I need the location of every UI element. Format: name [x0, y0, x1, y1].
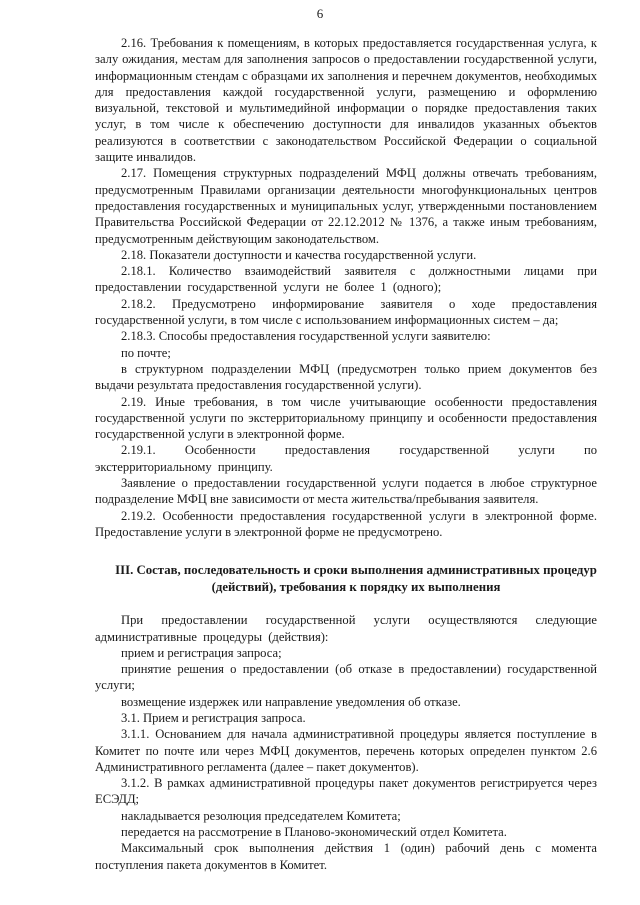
paragraph-mfc-division: в структурном подразделении МФЦ (предусмотрен только прием документов без выдачи результата предоставления государственной услуги). [95, 361, 597, 393]
paragraph-transfer: передается на рассмотрение в Планово-экономический отдел Комитета. [121, 825, 507, 840]
paragraph-2-16: 2.16. Требования к помещениям, в которых предоставляется государственная услуга, к залу ожидания, местам для заполнения запросов о предоставлении государственной услуги, информационным стендам с образцами их заполнения и перечнем документов, необходимых для предоставления каждой государственной услуги, размещению и оформлению визуальной, текстовой и мультимедийной информации о порядке предоставления таких услуг, в том числе к обеспечению доступности для инвалидов указанных объектов реализуются в соответствии с законодательством Российской Федерации о социальной защите инвалидов. [95, 36, 597, 165]
paragraph-extraterritorial-statement: Заявление о предоставлении государственной услуги подается в любое структурное подразделение МФЦ вне зависимости от места жительства/пребывания заявителя. [95, 476, 597, 507]
page-number: 6 [316, 6, 324, 21]
section-heading: III. Состав, последовательность и сроки выполнения административных процедур (действий), требования к порядку их выполнения [115, 563, 597, 595]
paragraph-procedure-3: возмещение издержек или направление уведомления об отказе. [121, 694, 461, 709]
paragraph-2-18-3: 2.18.3. Способы предоставления государственной услуги заявителю: [121, 329, 491, 344]
paragraph-by-mail: по почте; [121, 345, 171, 360]
paragraph-2-19: 2.19. Иные требования, в том числе учитывающие особенности предоставления государственной услуги по экстерриториальному принципу и особенности предоставления государственной услуги в электронной форме. [95, 394, 597, 442]
paragraph-procedure-1: прием и регистрация запроса; [121, 645, 282, 660]
paragraph-2-19-2: 2.19.2. Особенности предоставления государственной услуги в электронной форме. Предоставление услуги в электронной форме не предусмотрено. [95, 508, 597, 539]
paragraph-2-18: 2.18. Показатели доступности и качества государственной услуги. [121, 247, 477, 262]
paragraph-2-18-1: 2.18.1. Количество взаимодействий заявителя с должностными лицами при предоставлении государственной услуги не более 1 (одного); [95, 264, 597, 295]
paragraph-2-17: 2.17. Помещения структурных подразделений МФЦ должны отвечать требованиям, предусмотренным Правилами организации деятельности многофункциональных центров предоставления государственных и муниципальных услуг, утвержденными постановлением Правительства Российской Федерации от 22.12.2012 № 1376, а также иным требованиям, предусмотренным действующим законодательством. [95, 166, 597, 246]
paragraph-2-18-2: 2.18.2. Предусмотрено информирование заявителя о ходе предоставления государственной услуги, в том числе с использованием информационных систем – да; [95, 296, 597, 328]
paragraph-3-1-2: 3.1.2. В рамках административной процедуры пакет документов регистрируется через ЕСЭДД; [95, 776, 597, 807]
paragraph-procedure-2: принятие решения о предоставлении (об отказе в предоставлении) государственной услуги; [95, 662, 597, 693]
paragraph-resolution: накладывается резолюция председателем Комитета; [121, 808, 401, 823]
paragraph-3-1-1: 3.1.1. Основанием для начала административной процедуры является поступление в Комитет по почте или через МФЦ документов, перечень которых определен пунктом 2.6 Административного регламента (далее – пакет документов). [95, 727, 597, 774]
paragraph-2-19-1: 2.19.1. Особенности предоставления государственной услуги по экстерриториальному принципу. [95, 443, 597, 474]
section-spacer [95, 540, 597, 562]
paragraph-3-1: 3.1. Прием и регистрация запроса. [121, 710, 306, 725]
paragraph-max-term: Максимальный срок выполнения действия 1 (один) рабочий день с момента поступления пакета документов в Комитет. [95, 841, 597, 872]
paragraph-procedures-intro: При предоставлении государственной услуги осуществляются следующие административные процедуры (действия): [95, 613, 597, 644]
document-body [95, 35, 597, 873]
